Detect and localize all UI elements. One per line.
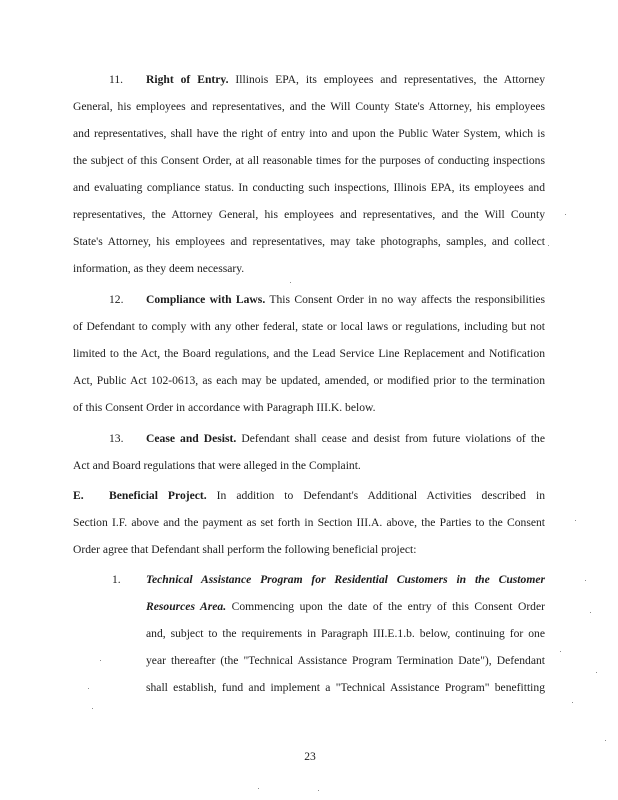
- paragraph-line: [146, 73, 545, 87]
- paragraph-line: [109, 489, 545, 503]
- scan-speck: [318, 790, 319, 791]
- paragraph-number: 13.: [109, 432, 124, 445]
- paragraph-text: Defendant shall cease and desist from future violations of the: [236, 432, 545, 445]
- page-number: 23: [304, 750, 316, 763]
- paragraph-line: [146, 600, 545, 614]
- scan-speck: [572, 702, 573, 703]
- paragraph-text: Illinois EPA, its employees and representatives, the Attorney: [228, 73, 545, 86]
- paragraph-line: Act and Board regulations that were alleged in the Complaint.: [73, 459, 361, 472]
- scan-speck: [560, 651, 561, 652]
- scan-speck: [548, 245, 549, 246]
- item-number: 1.: [112, 573, 121, 586]
- scan-speck: [290, 282, 291, 283]
- paragraph-text: This Consent Order in no way affects the responsibilities: [265, 293, 545, 306]
- scan-speck: [88, 688, 89, 689]
- paragraph-line: Act, Public Act 102-0613, as each may be updated, amended, or modified prior to the termination: [73, 374, 545, 387]
- scan-speck: [575, 520, 576, 521]
- paragraph-line: Order agree that Defendant shall perform the following beneficial project:: [73, 543, 417, 556]
- scan-speck: [596, 672, 597, 673]
- paragraph-line: [146, 293, 545, 307]
- paragraph-line: of Defendant to comply with any other federal, state or local laws or regulations, including but not: [73, 320, 545, 333]
- paragraph-line: year thereafter (the "Technical Assistance Program Termination Date"), Defendant: [146, 654, 545, 667]
- section-heading: Beneficial Project.: [109, 489, 207, 502]
- paragraph-line: representatives, the Attorney General, his employees and representatives, and the Will County: [73, 208, 545, 221]
- paragraph-text: Commencing upon the date of the entry of this Consent Order: [226, 600, 545, 613]
- paragraph-line: limited to the Act, the Board regulations, and the Lead Service Line Replacement and Notification: [73, 347, 545, 360]
- paragraph-heading: Compliance with Laws.: [146, 293, 266, 306]
- scan-speck: [590, 612, 591, 613]
- paragraph-line: [146, 432, 545, 446]
- paragraph-line: General, his employees and representatives, and the Will County State's Attorney, his employees: [73, 100, 545, 113]
- scan-speck: [605, 740, 606, 741]
- paragraph-number: 12.: [109, 293, 124, 306]
- scan-speck: [258, 788, 259, 789]
- scan-speck: [565, 214, 566, 215]
- paragraph-line: and representatives, shall have the right of entry into and upon the Public Water System, which is: [73, 127, 545, 140]
- scan-speck: [100, 660, 101, 661]
- scan-speck: [585, 580, 586, 581]
- paragraph-text: In addition to Defendant's Additional Activities described in: [206, 489, 545, 502]
- paragraph-heading: Cease and Desist.: [146, 432, 237, 445]
- item-heading-end: Resources Area.: [146, 600, 227, 613]
- paragraph-line: of this Consent Order in accordance with Paragraph III.K. below.: [73, 401, 376, 414]
- section-letter: E.: [73, 489, 84, 502]
- paragraph-line: State's Attorney, his employees and representatives, may take photographs, samples, and collect: [73, 235, 545, 248]
- item-heading: Technical Assistance Program for Residential Customers in the Customer: [146, 573, 545, 586]
- scan-speck: [92, 708, 93, 709]
- paragraph-line: shall establish, fund and implement a "Technical Assistance Program" benefitting: [146, 681, 545, 694]
- paragraph-heading: Right of Entry.: [146, 73, 229, 86]
- paragraph-number: 11.: [109, 73, 124, 86]
- paragraph-line: information, as they deem necessary.: [73, 262, 245, 275]
- paragraph-line: the subject of this Consent Order, at all reasonable times for the purposes of conducting inspections: [73, 154, 545, 167]
- paragraph-line: and evaluating compliance status. In conducting such inspections, Illinois EPA, its employees and: [73, 181, 545, 194]
- paragraph-line: Section I.F. above and the payment as set forth in Section III.A. above, the Parties to the Consent: [73, 516, 545, 529]
- paragraph-line: and, subject to the requirements in Paragraph III.E.1.b. below, continuing for one: [146, 627, 545, 640]
